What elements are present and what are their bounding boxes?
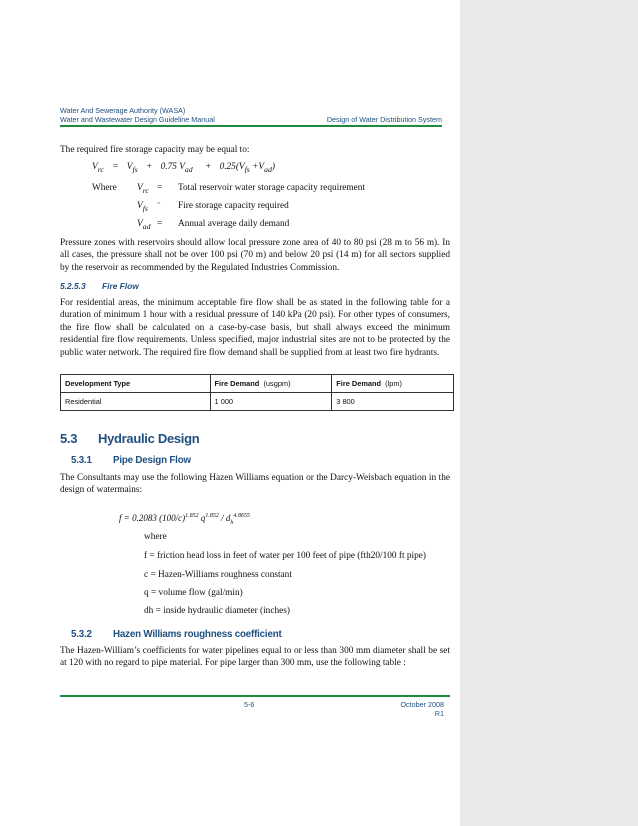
table-header-cell: Fire Demand (lpm) bbox=[332, 375, 454, 393]
heading-title: Pipe Design Flow bbox=[113, 455, 191, 466]
heading-number: 5.3 bbox=[60, 431, 78, 446]
heading-title: Fire Flow bbox=[102, 281, 139, 291]
comment-margin-panel bbox=[460, 0, 638, 826]
def-symbol-rc: $V_{rc}$ bbox=[137, 183, 149, 195]
heading-number: 5.2.5.3 bbox=[60, 281, 86, 291]
table-cell: Residential bbox=[61, 393, 211, 411]
formula-def-dh: dh = inside hydraulic diameter (inches) bbox=[144, 606, 290, 616]
coefficient-paragraph: The Hazen-William’s coefficients for water pipelines equal to or less than 300 mm diameter shall be set at 120 with no regard to pipe material. For pipe larger than 300 mm, use the following table : bbox=[60, 646, 450, 669]
def-symbol-fs: $V_{fs}$ bbox=[137, 201, 148, 213]
storage-intro: The required fire storage capacity may be equal to: bbox=[60, 145, 250, 155]
fire-demand-table bbox=[60, 374, 454, 411]
header-chapter: Design of Water Distribution System bbox=[326, 115, 442, 124]
fire-flow-paragraph: For residential areas, the minimum acceptable fire flow shall be as stated in the following table for a duration of minimum 1 hour with a residual pressure of 140 kPa (20 psi). For other types of consumers, the fire flow shall be calculated on a case-by-case basis, but shall always exceed the minimum residential fire flow requirements. Unless specified, major industrial sites are not to be protected by the public water network. The required fire flow demand shall be supplied from at least two fire hydrants. bbox=[60, 298, 450, 358]
table-cell: 3 800 bbox=[332, 393, 454, 411]
heading-fire-flow bbox=[60, 281, 139, 291]
footer-rule bbox=[60, 695, 450, 697]
formula-where: where bbox=[144, 532, 167, 542]
heading-title: Hazen Williams roughness coefficient bbox=[113, 629, 282, 640]
footer-date: October 2008 bbox=[400, 700, 444, 709]
pressure-paragraph: Pressure zones with reservoirs should allow local pressure zone area of 40 to 80 psi (28 m to 56 m). In all cases, the pressure shall not be over 100 psi (70 m) and below 20 psi (14 m) for all sectors supplied by the reservoir as recommended by the Regulated Industries Commission. bbox=[60, 238, 450, 273]
header-rule bbox=[60, 125, 442, 127]
formula-def-c: c = Hazen-Williams roughness constant bbox=[144, 570, 292, 580]
table-header-cell: Fire Demand (usgpm) bbox=[210, 375, 332, 393]
pipe-flow-paragraph: The Consultants may use the following Hazen Williams equation or the Darcy-Weisbach equation in the design of watermains: bbox=[60, 473, 450, 496]
def-text-rc: Total reservoir water storage capacity requirement bbox=[178, 183, 366, 193]
header-org: Water And Sewerage Authority (WASA) bbox=[60, 106, 186, 115]
formula-def-q: q = volume flow (gal/min) bbox=[144, 588, 243, 598]
formula-def-f: f = friction head loss in feet of water per 100 feet of pipe (fth20/100 ft pipe) bbox=[144, 551, 426, 561]
heading-pipe-design-flow bbox=[71, 455, 191, 466]
def-text-ad: Annual average daily demand bbox=[178, 219, 290, 229]
storage-equation: $V_{rc} = V_{fs} + 0.75$ $V_{ad} + 0.25(V_{fs} +V_{ad})$ bbox=[92, 162, 275, 174]
heading-number: 5.3.2 bbox=[71, 629, 92, 640]
page-header bbox=[60, 106, 442, 124]
footer-date-revision bbox=[378, 700, 444, 718]
def-eq-ad: = bbox=[157, 219, 163, 229]
heading-hydraulic-design bbox=[60, 431, 199, 446]
def-symbol-ad: $V_{ad}$ bbox=[137, 219, 151, 231]
footer-page-number: 5-6 bbox=[244, 700, 255, 709]
header-manual: Water and Wastewater Design Guideline Manual bbox=[60, 115, 215, 124]
def-eq-fs: = bbox=[157, 201, 161, 207]
table-row bbox=[61, 393, 454, 411]
heading-title: Hydraulic Design bbox=[98, 431, 200, 446]
heading-roughness-coefficient bbox=[71, 629, 282, 640]
def-eq-rc: = bbox=[157, 183, 163, 193]
table-header-row bbox=[61, 375, 454, 393]
table-header-cell: Development Type bbox=[61, 375, 211, 393]
footer-revision: R1 bbox=[434, 709, 444, 718]
hazen-williams-formula: f = 0.2083 $(100/c)^{1.852}$ $q^{1.852} / d_h^{4.8655}$ bbox=[119, 513, 250, 526]
def-text-fs: Fire storage capacity required bbox=[178, 201, 289, 211]
where-label: Where bbox=[92, 183, 117, 193]
table-cell: 1 000 bbox=[210, 393, 332, 411]
heading-number: 5.3.1 bbox=[71, 455, 92, 466]
